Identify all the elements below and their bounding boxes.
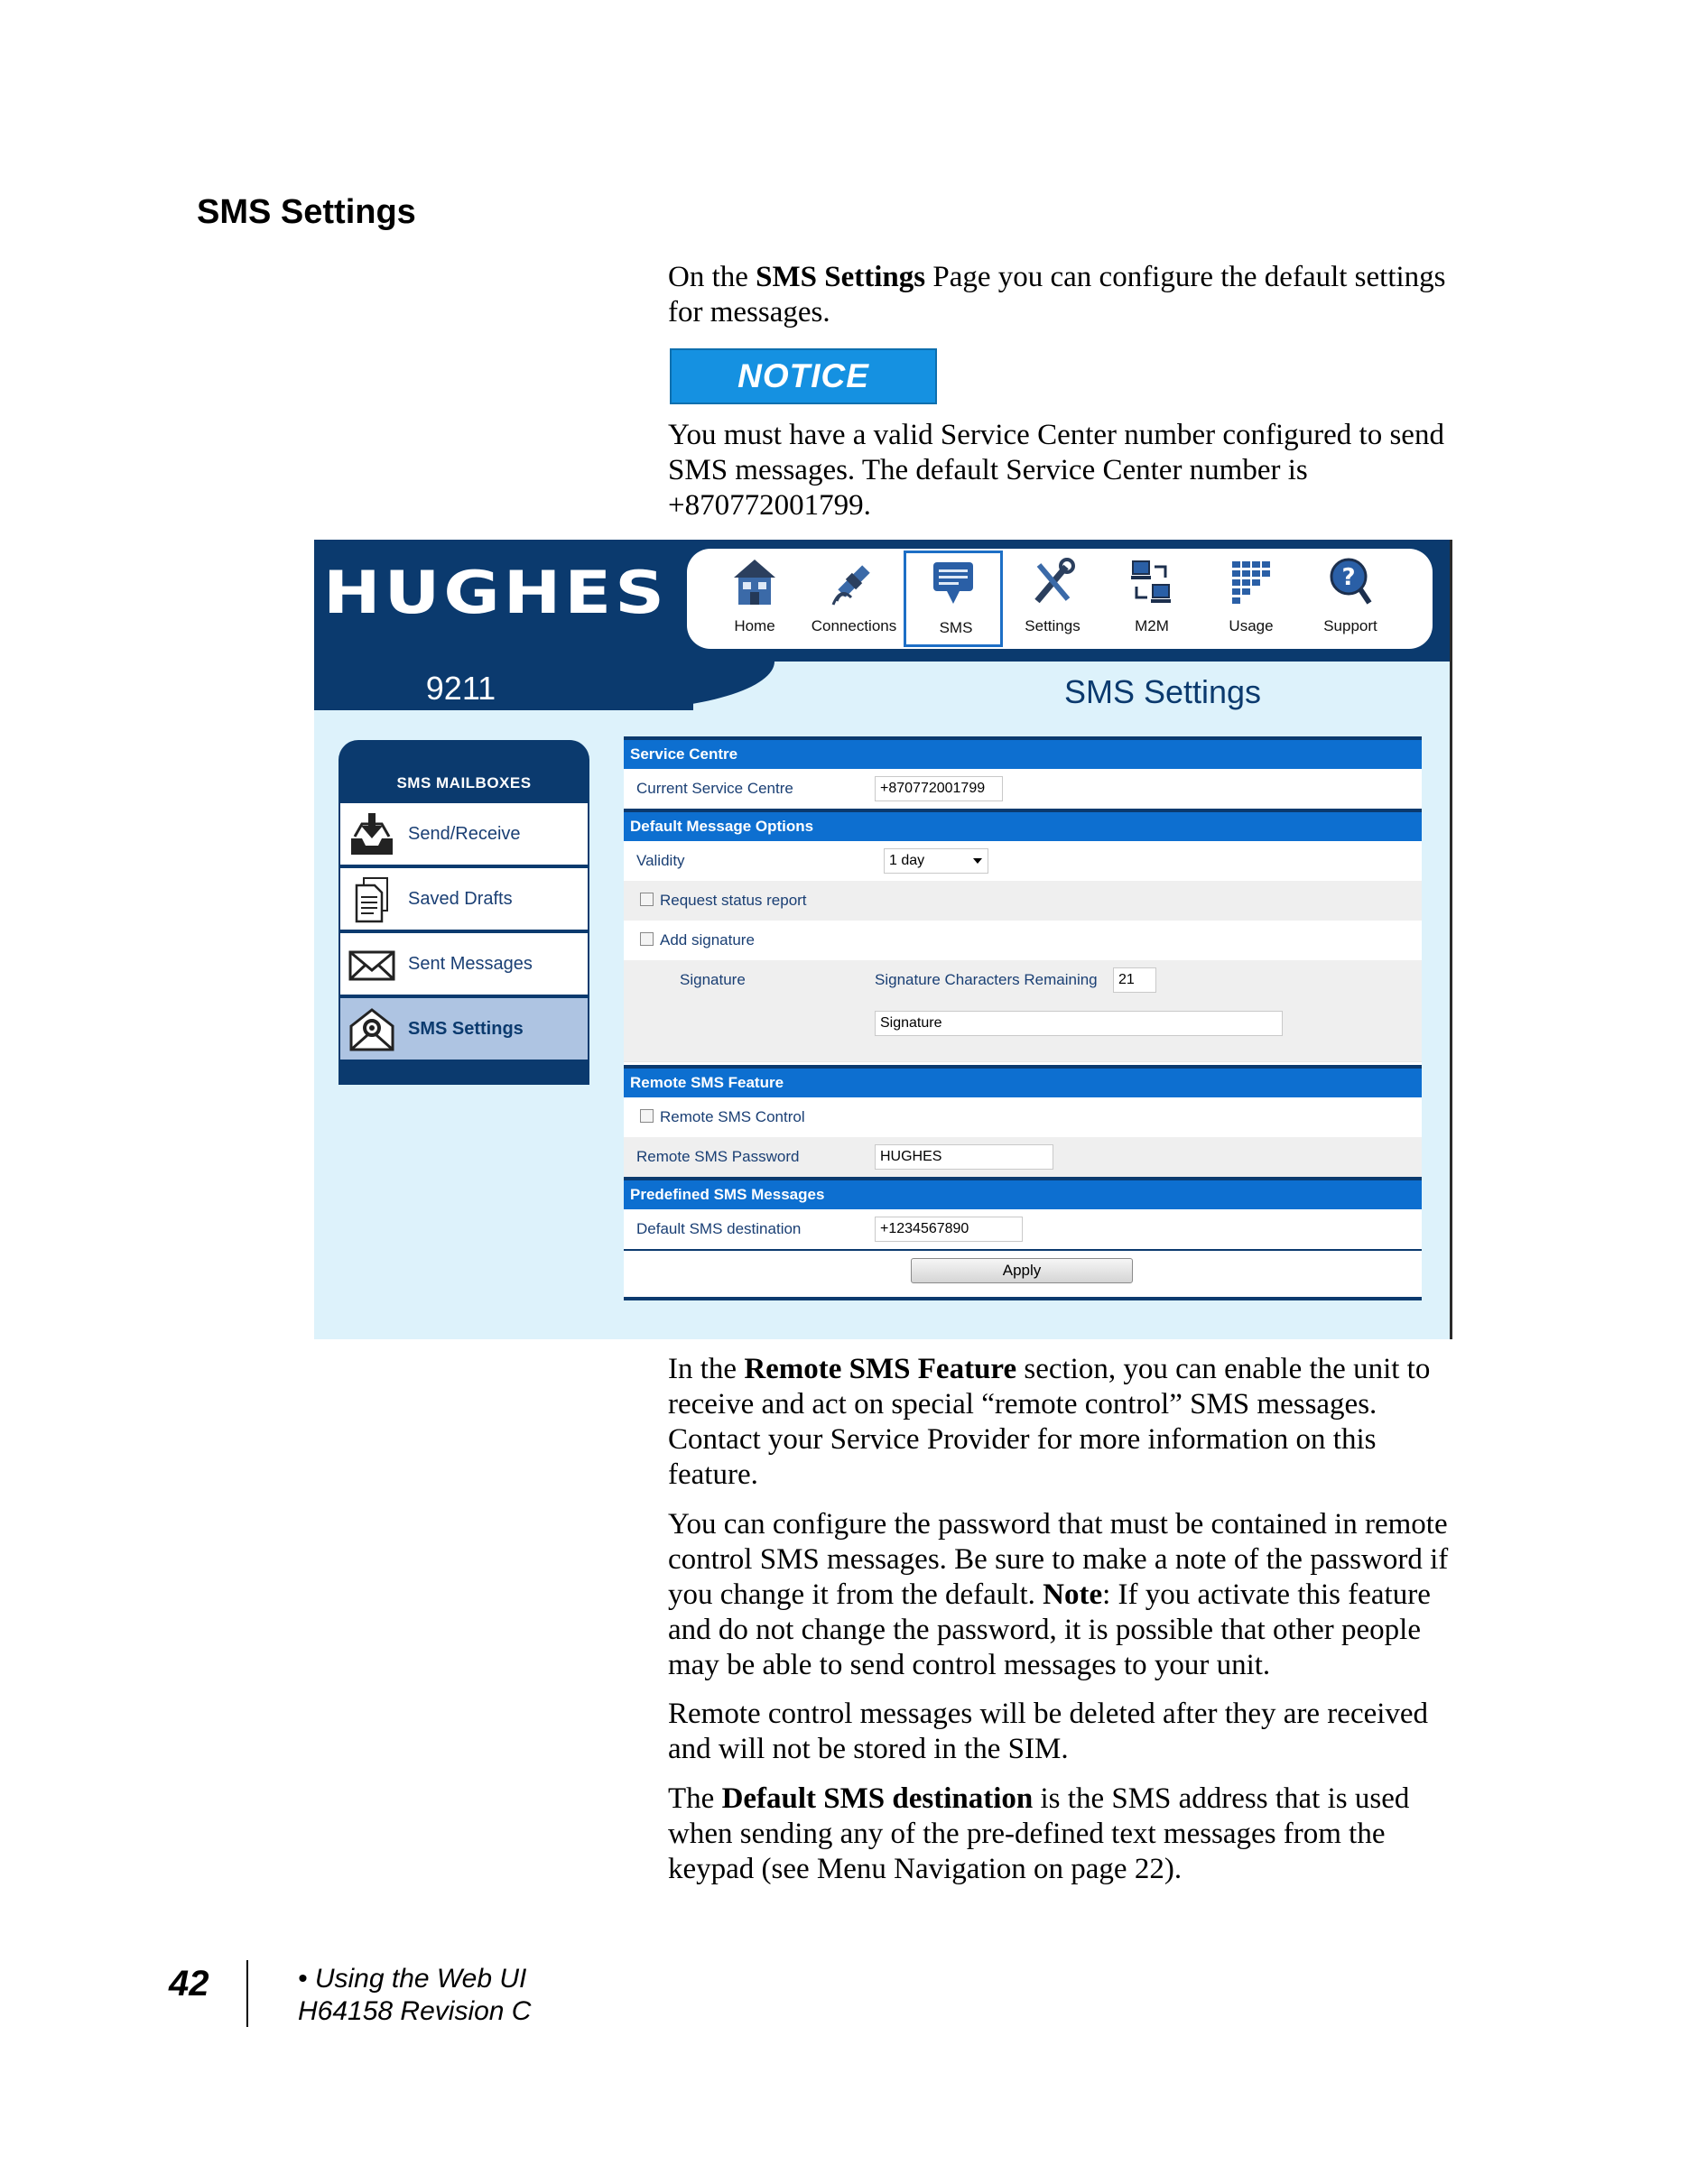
row-signature [624,960,1422,1062]
nav-settings[interactable] [1003,549,1102,649]
main-nav [687,549,1433,649]
footer-revision: H64158 Revision C [298,1996,532,2026]
sidebar-item-sent-messages[interactable] [340,933,588,995]
sidebar-item-sms-settings[interactable] [340,998,588,1060]
sidebar-item-send-receive[interactable] [340,803,588,865]
current-service-centre-field: +870772001799 [875,776,1003,801]
envelope-gear-icon [348,1006,396,1053]
sms-mailboxes-sidebar [339,740,589,1085]
signature-remaining-field: 21 [1113,967,1156,993]
envelope-icon [348,941,396,988]
sidebar-title: SMS MAILBOXES [396,774,532,791]
hughes-logo: HUGHES [323,558,668,627]
sidebar-item-saved-drafts[interactable] [340,868,588,930]
default-sms-destination-input[interactable]: +1234567890 [875,1217,1023,1242]
nav-label: Usage [1229,617,1274,634]
usage-grid-icon [1229,556,1274,608]
nav-support[interactable] [1301,549,1400,649]
remote-sms-password-input[interactable]: HUGHES [875,1144,1053,1170]
add-signature-label: Add signature [660,931,755,949]
notice-badge: NOTICE [670,348,937,404]
nav-label: Home [734,617,775,634]
request-status-checkbox[interactable] [640,893,654,906]
nav-label: M2M [1135,617,1169,634]
support-question-icon [1328,556,1373,608]
body-paragraph-password: You can configure the password that must be contained in remote control SMS messages. Be sure to make a note of the password if you change it from the default. Note: If you activate this feature and do not change the password, it is possible that other people may be able to send control messages to your unit. [668,1508,1449,1681]
body-paragraph-destination: The Default SMS destination is the SMS address that is used when sending any of the pre-defined text messages from the keypad (see Menu Navigation on page 22). [668,1782,1410,1885]
row-current-service-centre [624,769,1422,810]
nav-label: SMS [939,619,973,636]
section-service-centre: Service Centre [624,736,1422,769]
row-validity [624,841,1422,882]
sms-bubble-icon [931,559,976,611]
remote-sms-password-label: Remote SMS Password [636,1148,800,1165]
page-title: SMS Settings [1063,673,1262,710]
row-remote-sms-control [624,1097,1422,1138]
svg-text:?: ? [1341,564,1356,591]
section-heading: SMS Settings [197,193,416,231]
row-default-sms-destination [624,1209,1422,1250]
body-paragraph-deleted: Remote control messages will be deleted after they are received and will not be stored in the SIM. [668,1698,1429,1765]
footer-section: • Using the Web UI [298,1964,527,1994]
inbox-download-icon [348,811,396,858]
signature-remaining-label: Signature Characters Remaining [875,971,1098,988]
body-paragraph-remote-feature: In the Remote SMS Feature section, you can enable the unit to receive and act on special “remote control” SMS messages. Contact your Service Provider for more information on this feature. [668,1353,1431,1491]
nav-label: Support [1323,617,1377,634]
apply-button[interactable]: Apply [911,1258,1133,1283]
current-service-centre-label: Current Service Centre [636,780,793,797]
add-signature-checkbox[interactable] [640,932,654,946]
home-icon [732,556,777,608]
page-number: 42 [169,1964,209,2004]
section-remote-sms-feature: Remote SMS Feature [624,1065,1422,1097]
nav-m2m[interactable] [1102,549,1201,649]
validity-label: Validity [636,852,685,869]
sidebar-item-label: Send/Receive [408,824,521,844]
validity-value: 1 day [889,853,925,868]
chevron-down-icon [973,858,982,864]
document-icon [348,876,396,923]
row-request-status [624,881,1422,921]
notice-text: You must have a valid Service Center number configured to send SMS messages. The default Service Center number is +870772001799. [668,419,1444,522]
remote-sms-control-checkbox[interactable] [640,1109,654,1123]
nav-home[interactable] [705,549,804,649]
nav-connections[interactable] [804,549,904,649]
request-status-label: Request status report [660,892,807,909]
model-band-curve [612,662,774,710]
sms-settings-form [624,736,1422,1300]
sidebar-item-label: SMS Settings [408,1019,524,1039]
model-number: 9211 [425,670,496,707]
remote-sms-control-label: Remote SMS Control [660,1108,805,1125]
nav-sms[interactable] [904,551,1003,647]
row-remote-sms-password [624,1137,1422,1178]
form-divider [624,1249,1422,1251]
nav-label: Connections [811,617,897,634]
section-default-message-options: Default Message Options [624,809,1422,841]
satellite-icon [831,556,876,608]
default-sms-destination-label: Default SMS destination [636,1220,802,1237]
nav-label: Settings [1025,617,1081,634]
signature-label: Signature [680,971,746,988]
web-ui-screenshot [314,540,1452,1339]
nav-usage[interactable] [1201,549,1301,649]
signature-input[interactable]: Signature [875,1011,1283,1036]
row-add-signature [624,921,1422,961]
intro-paragraph: On the SMS Settings Page you can configure the default settings for messages. [668,261,1446,329]
tools-icon [1030,556,1075,608]
validity-select[interactable] [884,848,988,874]
m2m-computers-icon [1129,556,1174,608]
section-predefined-sms-messages: Predefined SMS Messages [624,1177,1422,1209]
sidebar-item-label: Saved Drafts [408,889,513,909]
sidebar-item-label: Sent Messages [408,954,533,974]
footer-divider [246,1960,248,2027]
